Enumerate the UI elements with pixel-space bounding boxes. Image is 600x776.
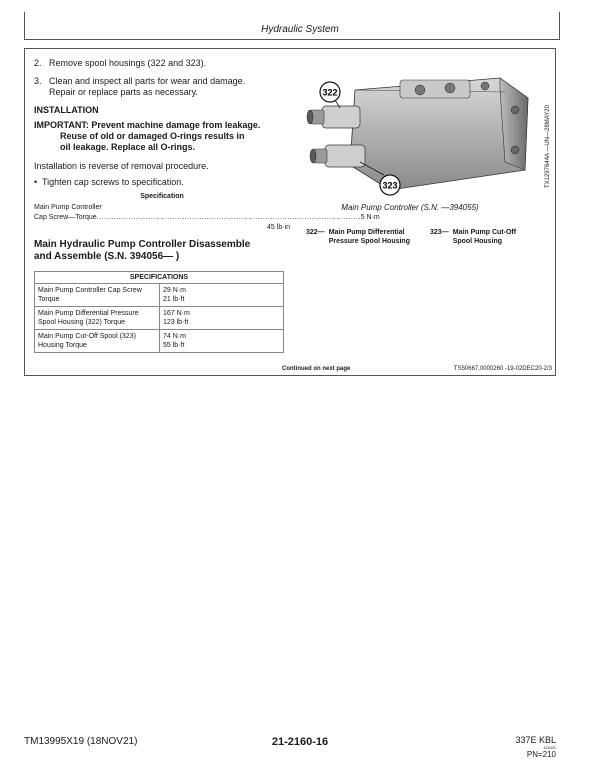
section-title-line: Main Hydraulic Pump Controller Disassemble <box>34 239 251 250</box>
cell-line: Spool Housing (322) Torque <box>38 319 126 326</box>
table-header: SPECIFICATIONS <box>35 272 284 284</box>
table-cell-label <box>35 307 160 330</box>
callout-322: 322 <box>322 87 338 98</box>
step-text: Remove spool housings (322 and 323). <box>49 58 207 68</box>
cell-line: 21 lb·ft <box>163 296 185 303</box>
spec-leader: ............................................................................................................ <box>96 214 361 221</box>
table-cell-value <box>160 330 284 353</box>
footer-code: 111021 <box>543 745 556 750</box>
model-code: 337E KBL <box>515 735 556 745</box>
cell-line: 29 N·m <box>163 287 186 294</box>
spec-value-imperial: 45 lb·in <box>267 224 290 231</box>
cell-line: Main Pump Cut-Off Spool (323) <box>38 333 136 340</box>
cell-line: Housing Torque <box>38 342 87 349</box>
cell-line: Main Pump Differential Pressure <box>38 310 139 317</box>
continued-note: Continued on next page <box>282 366 351 372</box>
table-row <box>35 307 284 330</box>
legend-item <box>430 228 516 246</box>
legend-text <box>329 228 410 246</box>
spec-row <box>34 213 380 223</box>
callout-323: 323 <box>382 180 398 191</box>
step-number: 3. <box>34 76 42 86</box>
manual-number: TM13995X19 (18NOV21) <box>24 736 138 747</box>
cell-line: Main Pump Controller Cap Screw <box>38 287 142 294</box>
figure-id: TX1297644A —UN—28MAY20 <box>545 105 551 188</box>
legend-number: 322— <box>306 229 325 236</box>
table-row <box>35 284 284 307</box>
legend-line: Spool Housing <box>452 238 503 245</box>
page-number: 21-2160-16 <box>271 736 329 748</box>
spec-heading: Specification <box>140 193 184 200</box>
important-line: IMPORTANT: Prevent machine damage from leakage. <box>34 120 261 130</box>
legend-number: 323— <box>430 229 449 236</box>
legend-line: Main Pump Differential <box>328 229 405 236</box>
bullet-dot: • <box>34 177 38 187</box>
header-rule <box>24 39 560 40</box>
installation-heading: INSTALLATION <box>34 105 99 115</box>
figure-caption: Main Pump Controller (S.N. —394055) <box>341 203 479 212</box>
table-cell-value <box>160 284 284 307</box>
step-text-line: Clean and inspect all parts for wear and damage. <box>49 76 246 86</box>
legend-line: Main Pump Cut-Off <box>452 229 517 236</box>
spec-label: Cap Screw—Torque <box>34 214 97 221</box>
cell-line: Torque <box>38 296 60 303</box>
cell-line: 123 lb·ft <box>163 319 189 326</box>
legend-item <box>306 228 410 246</box>
spec-item: Main Pump Controller <box>34 204 102 211</box>
table-cell-label <box>35 330 160 353</box>
reverse-note: Installation is reverse of removal procedure. <box>34 161 209 171</box>
procedure-column <box>34 58 380 353</box>
step-2 <box>34 58 290 69</box>
legend-text <box>453 228 516 246</box>
footer-model-block <box>515 735 556 760</box>
table-cell-label <box>35 284 160 307</box>
pump-controller-illustration <box>300 70 530 198</box>
important-line: Reuse of old or damaged O-rings results in <box>60 131 245 141</box>
cell-line: 167 N·m <box>163 310 190 317</box>
important-notice <box>34 120 290 153</box>
important-line: oil leakage. Replace all O-rings. <box>60 142 196 152</box>
section-title-line: and Assemble (S.N. 394056— ) <box>34 251 180 262</box>
step-3 <box>34 76 290 98</box>
page-header-title: Hydraulic System <box>261 24 339 35</box>
section-title <box>34 239 290 263</box>
table-row <box>35 330 284 353</box>
cell-line: 55 lb·ft <box>163 342 185 349</box>
pn-number: PN=210 <box>526 750 556 759</box>
document-id: TS50667,0000260 -19-02DEC20-2/3 <box>453 366 552 372</box>
spec-value-metric: 5 N·m <box>360 214 380 221</box>
bullet-text: Tighten cap screws to specification. <box>42 177 184 187</box>
legend-line: Pressure Spool Housing <box>328 238 410 245</box>
step-text <box>49 76 245 98</box>
cell-line: 74 N·m <box>163 333 186 340</box>
step-text-line: Repair or replace parts as necessary. <box>49 87 198 97</box>
bullet-item <box>34 177 290 187</box>
step-number: 2. <box>34 58 42 68</box>
table-cell-value <box>160 307 284 330</box>
specifications-table <box>34 271 284 353</box>
